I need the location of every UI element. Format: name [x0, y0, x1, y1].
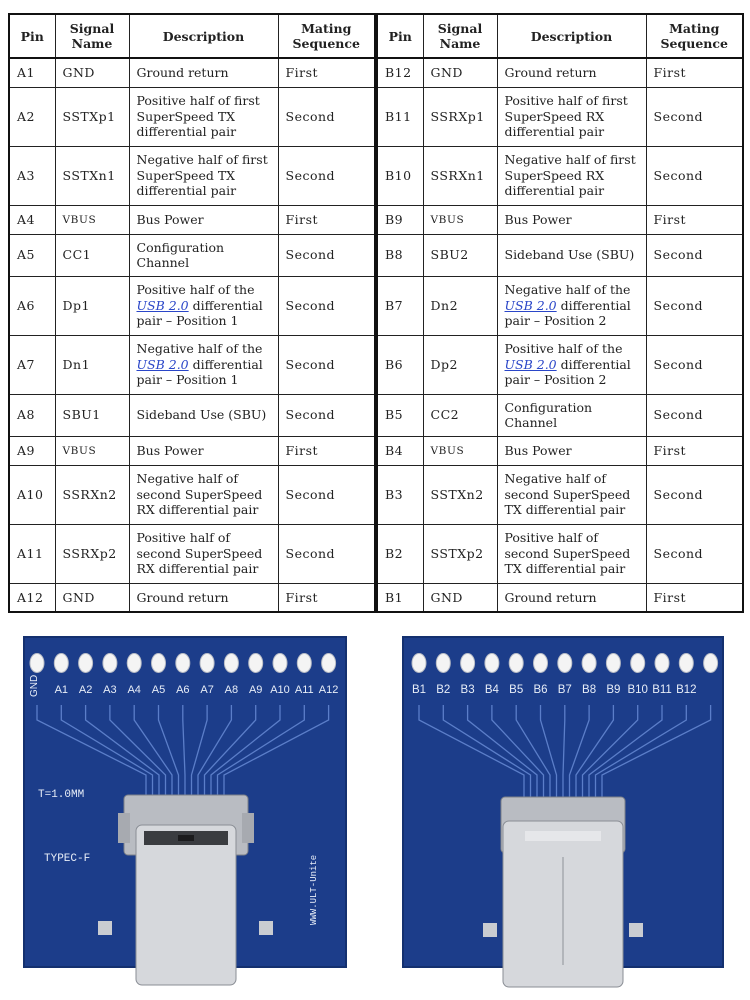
- mating-cell: Second: [646, 524, 743, 583]
- signal-cell: VBUS: [55, 205, 129, 234]
- usb-2-link[interactable]: USB 2.0: [504, 356, 557, 372]
- description-cell: Configuration Channel: [129, 234, 278, 276]
- solder-pad: [436, 654, 450, 673]
- solder-pad: [127, 654, 141, 673]
- signal-cell: SBU1: [55, 394, 129, 436]
- description-text: Negative half of the: [504, 282, 631, 298]
- usb-2-link[interactable]: USB 2.0: [504, 297, 557, 313]
- pin-cell: B4: [377, 436, 423, 465]
- solder-pad: [534, 654, 548, 673]
- pinout-table-a: [8, 13, 376, 613]
- pin-label: B3: [460, 684, 475, 696]
- table-row: [9, 234, 375, 276]
- description-cell: [129, 276, 278, 335]
- board-back-photo: [397, 625, 732, 1000]
- solder-pad: [412, 654, 426, 673]
- description-cell: Ground return: [129, 583, 278, 612]
- mating-cell: Second: [278, 87, 375, 146]
- description-cell: Negative half of first SuperSpeed RX differential pair: [497, 146, 646, 205]
- signal-cell: SSRXn2: [55, 465, 129, 524]
- mating-cell: Second: [646, 465, 743, 524]
- solder-pad: [322, 654, 336, 673]
- description-cell: Positive half of second SuperSpeed TX differential pair: [497, 524, 646, 583]
- table-row: [9, 205, 375, 234]
- solder-pad: [200, 654, 214, 673]
- pin-label: B5: [509, 684, 524, 696]
- pin-label: A3: [103, 684, 117, 696]
- pin-cell: B6: [377, 335, 423, 394]
- usb-2-link[interactable]: USB 2.0: [136, 356, 189, 372]
- mating-cell: Second: [278, 335, 375, 394]
- mating-cell: First: [278, 583, 375, 612]
- pin-label: B2: [436, 684, 451, 696]
- signal-cell: SBU2: [423, 234, 497, 276]
- description-text: Positive half of the: [504, 341, 623, 357]
- pin-cell: B9: [377, 205, 423, 234]
- signal-cell: Dp2: [423, 335, 497, 394]
- table-row: [9, 58, 375, 87]
- pin-cell: A1: [9, 58, 55, 87]
- table-row: [9, 524, 375, 583]
- pin-label: A11: [294, 684, 314, 696]
- pin-cell: A11: [9, 524, 55, 583]
- signal-cell: CC1: [55, 234, 129, 276]
- thickness-label: T=1.0MM: [38, 789, 85, 801]
- signal-cell: Dn2: [423, 276, 497, 335]
- mating-cell: Second: [278, 465, 375, 524]
- pin-label: B7: [557, 684, 572, 696]
- gnd-silkscreen-label: GND: [29, 674, 40, 697]
- signal-cell: GND: [55, 58, 129, 87]
- pin-cell: B5: [377, 394, 423, 436]
- solder-pad: [176, 654, 190, 673]
- header-pin: Pin: [377, 14, 423, 58]
- mating-cell: Second: [278, 524, 375, 583]
- mating-cell: Second: [278, 394, 375, 436]
- pin-label: B6: [533, 684, 548, 696]
- pin-label: B11: [652, 684, 672, 696]
- usb-2-link[interactable]: USB 2.0: [136, 297, 189, 313]
- solder-pad: [509, 654, 523, 673]
- pin-cell: A12: [9, 583, 55, 612]
- signal-cell: GND: [423, 58, 497, 87]
- board-front-photo: [18, 625, 353, 1000]
- mating-cell: First: [646, 436, 743, 465]
- description-cell: Ground return: [497, 583, 646, 612]
- description-text: differential pair – Position 2: [504, 297, 631, 329]
- description-cell: Bus Power: [497, 436, 646, 465]
- solder-pad: [152, 654, 166, 673]
- signal-cell: SSRXp1: [423, 87, 497, 146]
- description-cell: Bus Power: [129, 436, 278, 465]
- header-signal-name: Signal Name: [423, 14, 497, 58]
- pin-cell: A7: [9, 335, 55, 394]
- solder-pad: [655, 654, 669, 673]
- solder-pad: [606, 654, 620, 673]
- pin-label: B8: [582, 684, 597, 696]
- signal-cell: VBUS: [423, 205, 497, 234]
- pin-cell: B7: [377, 276, 423, 335]
- solder-pad: [461, 654, 475, 673]
- table-row: [377, 583, 743, 612]
- description-cell: Negative half of first SuperSpeed TX differential pair: [129, 146, 278, 205]
- table-row: [9, 87, 375, 146]
- signal-cell: VBUS: [423, 436, 497, 465]
- pin-cell: A6: [9, 276, 55, 335]
- pin-label: A7: [200, 684, 214, 696]
- table-row: [377, 436, 743, 465]
- mating-cell: Second: [278, 146, 375, 205]
- signal-cell: SSTXp2: [423, 524, 497, 583]
- solder-pad: [485, 654, 499, 673]
- table-row: [9, 394, 375, 436]
- pin-cell: B8: [377, 234, 423, 276]
- mating-cell: Second: [646, 87, 743, 146]
- pin-label: A2: [78, 684, 93, 696]
- signal-cell: VBUS: [55, 436, 129, 465]
- table-row: [377, 465, 743, 524]
- solder-pad: [103, 654, 117, 673]
- table-row: [377, 58, 743, 87]
- solder-pad: [297, 654, 311, 673]
- description-cell: Sideband Use (SBU): [129, 394, 278, 436]
- description-cell: Bus Power: [497, 205, 646, 234]
- description-text: differential pair – Position 2: [504, 356, 631, 388]
- mating-cell: Second: [646, 146, 743, 205]
- pin-cell: B3: [377, 465, 423, 524]
- header-signal-name: Signal Name: [55, 14, 129, 58]
- description-cell: Configuration Channel: [497, 394, 646, 436]
- type-label: TYPEC-F: [44, 853, 91, 865]
- description-cell: [497, 276, 646, 335]
- header-pin: Pin: [9, 14, 55, 58]
- mating-cell: First: [278, 58, 375, 87]
- description-cell: Sideband Use (SBU): [497, 234, 646, 276]
- description-cell: Negative half of second SuperSpeed RX differential pair: [129, 465, 278, 524]
- solder-pad: [558, 654, 572, 673]
- pin-cell: B2: [377, 524, 423, 583]
- pin-cell: A2: [9, 87, 55, 146]
- pin-label: A4: [127, 684, 141, 696]
- table-row: [377, 146, 743, 205]
- description-cell: [129, 335, 278, 394]
- pin-cell: A10: [9, 465, 55, 524]
- solder-pad: [704, 654, 718, 673]
- signal-cell: SSTXp1: [55, 87, 129, 146]
- pin-cell: A5: [9, 234, 55, 276]
- board-back-illustration: [397, 625, 732, 1000]
- solder-pad: [54, 654, 68, 673]
- pin-label: A6: [176, 684, 190, 696]
- pin-cell: B1: [377, 583, 423, 612]
- pin-label: B1: [411, 684, 427, 696]
- signal-cell: SSTXn1: [55, 146, 129, 205]
- pin-label: A10: [270, 684, 290, 696]
- pin-label: A12: [318, 684, 339, 696]
- description-cell: Positive half of first SuperSpeed RX differential pair: [497, 87, 646, 146]
- signal-cell: CC2: [423, 394, 497, 436]
- signal-cell: Dn1: [55, 335, 129, 394]
- table-row: [377, 87, 743, 146]
- header-description: Description: [129, 14, 278, 58]
- table-row: [377, 205, 743, 234]
- mating-cell: First: [646, 583, 743, 612]
- description-cell: Bus Power: [129, 205, 278, 234]
- pin-cell: A8: [9, 394, 55, 436]
- pin-cell: A9: [9, 436, 55, 465]
- pin-cell: A3: [9, 146, 55, 205]
- description-cell: [497, 335, 646, 394]
- mating-cell: Second: [646, 234, 743, 276]
- table-row: [9, 465, 375, 524]
- pin-label: B12: [676, 684, 697, 696]
- table-row: [377, 234, 743, 276]
- header-mating-sequence: Mating Sequence: [278, 14, 375, 58]
- board-front-illustration: [18, 625, 353, 1000]
- description-cell: Positive half of first SuperSpeed TX differential pair: [129, 87, 278, 146]
- header-description: Description: [497, 14, 646, 58]
- pin-cell: B10: [377, 146, 423, 205]
- mating-cell: Second: [278, 234, 375, 276]
- signal-cell: SSRXn1: [423, 146, 497, 205]
- pin-label: A9: [248, 684, 263, 696]
- description-text: Negative half of the: [136, 341, 263, 357]
- table-row: [9, 583, 375, 612]
- pin-cell: A4: [9, 205, 55, 234]
- brand-label: WWW.ULT-Unite: [309, 854, 319, 925]
- pin-label: B4: [484, 684, 499, 696]
- description-cell: Ground return: [497, 58, 646, 87]
- pin-label: B10: [627, 684, 648, 696]
- description-cell: Ground return: [129, 58, 278, 87]
- mating-cell: First: [646, 58, 743, 87]
- table-row: [377, 276, 743, 335]
- table-row: [9, 276, 375, 335]
- description-cell: Negative half of second SuperSpeed TX differential pair: [497, 465, 646, 524]
- signal-cell: SSRXp2: [55, 524, 129, 583]
- mating-cell: Second: [646, 394, 743, 436]
- solder-pad: [30, 654, 44, 673]
- usb-c-connector: [483, 797, 643, 987]
- solder-pad: [224, 654, 238, 673]
- mating-cell: First: [278, 205, 375, 234]
- pin-cell: B11: [377, 87, 423, 146]
- description-text: Positive half of the: [136, 282, 255, 298]
- mating-cell: First: [278, 436, 375, 465]
- table-row: [377, 524, 743, 583]
- pin-label: B9: [606, 684, 621, 696]
- description-text: differential pair – Position 1: [136, 297, 263, 329]
- mating-cell: Second: [646, 335, 743, 394]
- signal-cell: GND: [423, 583, 497, 612]
- pin-label: A8: [224, 684, 239, 696]
- table-row: [377, 394, 743, 436]
- pin-label: A5: [151, 684, 166, 696]
- pin-label: A1: [54, 684, 69, 696]
- pinout-table-b: [376, 13, 744, 613]
- mating-cell: First: [646, 205, 743, 234]
- description-cell: Positive half of second SuperSpeed RX differential pair: [129, 524, 278, 583]
- table-row: [9, 436, 375, 465]
- solder-pad: [582, 654, 596, 673]
- table-row: [9, 146, 375, 205]
- signal-cell: SSTXn2: [423, 465, 497, 524]
- signal-cell: Dp1: [55, 276, 129, 335]
- solder-pad: [249, 654, 263, 673]
- table-row: [377, 335, 743, 394]
- table-row: [9, 335, 375, 394]
- mating-cell: Second: [646, 276, 743, 335]
- pinout-tables: [8, 13, 742, 612]
- solder-pad: [679, 654, 693, 673]
- solder-pad: [79, 654, 93, 673]
- header-mating-sequence: Mating Sequence: [646, 14, 743, 58]
- signal-cell: GND: [55, 583, 129, 612]
- pin-cell: B12: [377, 58, 423, 87]
- solder-pad: [273, 654, 287, 673]
- description-text: differential pair – Position 1: [136, 356, 263, 388]
- mating-cell: Second: [278, 276, 375, 335]
- solder-pad: [631, 654, 645, 673]
